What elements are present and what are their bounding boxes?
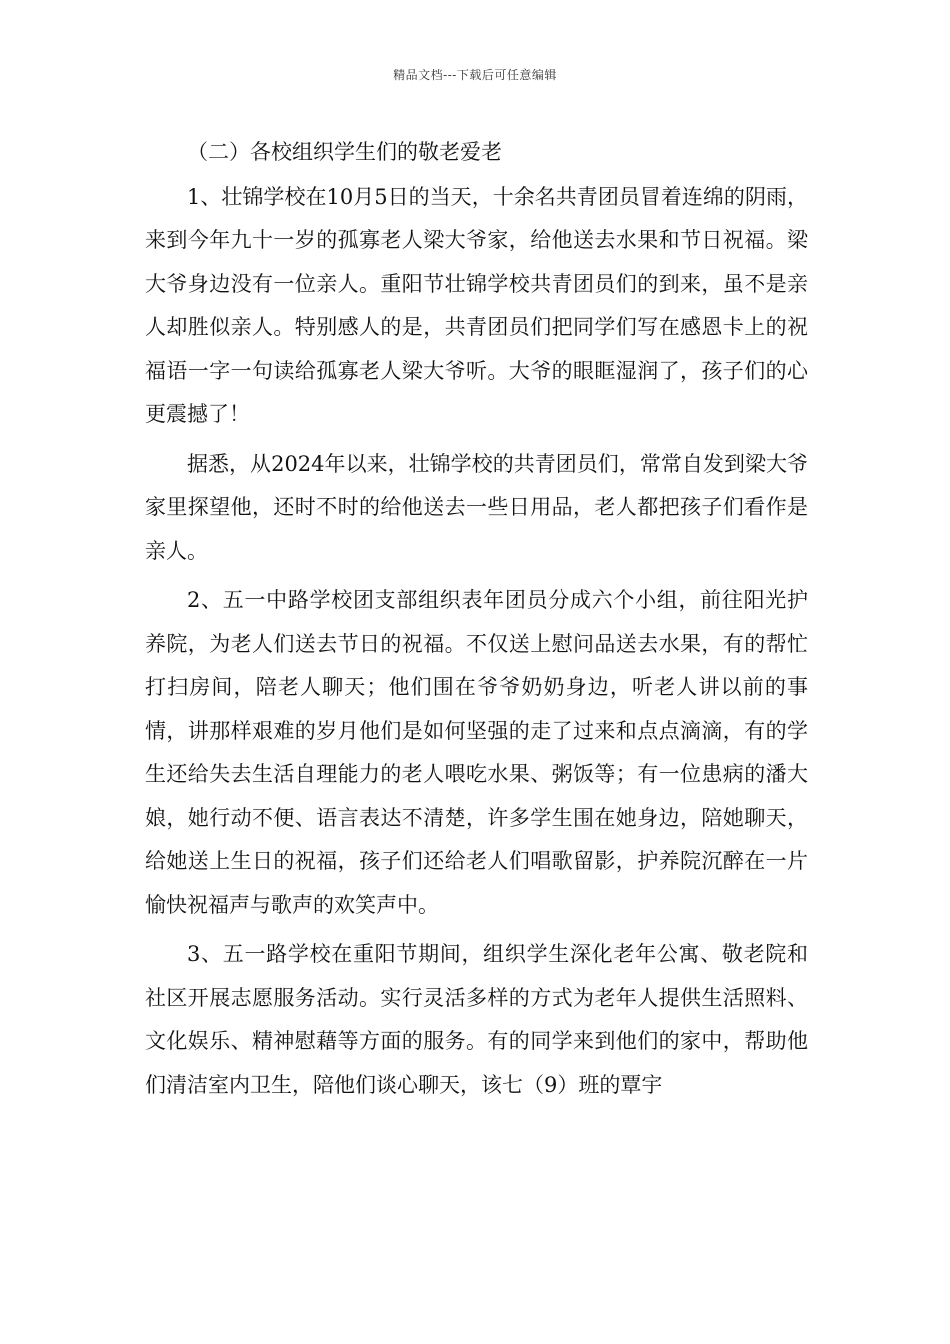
paragraph-3: 2、五一中路学校团支部组织表年团员分成六个小组，前往阳光护养院，为老人们送去节日的祝福。不仅送上慰问品送去水果，有的帮忙打扫房间，陪老人聊天；他们围在爷爷奶奶身边，听老人讲以前的事情，讲那样艰难的岁月他们是如何坚强的走了过来和点点滴滴，有的学生还给失去生活自理能力的老人喂吃水果、粥饭等；有一位患病的潘大娘，她行动不便、语言表达不清楚，许多学生围在她身边，陪她聊天，给她送上生日的祝福，孩子们还给老人们唱歌留影，护养院沉醉在一片愉快祝福声与歌声的欢笑声中。: [145, 588, 808, 917]
paragraph-2: 据悉，从2024年以来，壮锦学校的共青团员们，常常自发到梁大爷家里探望他，还时不时的给他送去一些日用品，老人都把孩子们看作是亲人。: [145, 451, 808, 563]
paragraph-4: 3、五一路学校在重阳节期间，组织学生深化老年公寓、敬老院和社区开展志愿服务活动。实行灵活多样的方式为老年人提供生活照料、文化娱乐、精神慰藉等方面的服务。有的同学来到他们的家中，帮助他们清洁室内卫生，陪他们谈心聊天，该七（9）班的覃宇: [145, 942, 808, 1097]
section-heading: （二）各校组织学生们的敬老爱老: [187, 140, 502, 164]
page-header: 精品文档---下载后可任意编辑: [393, 68, 557, 82]
paragraph-1: 1、壮锦学校在10月5日的当天，十余名共青团员冒着连绵的阴雨，来到今年九十一岁的孤寡老人梁大爷家，给他送去水果和节日祝福。梁大爷身边没有一位亲人。重阳节壮锦学校共青团员们的到来，虽不是亲人却胜似亲人。特别感人的是，共青团员们把同学们写在感恩卡上的祝福语一字一句读给孤寡老人梁大爷听。大爷的眼眶湿润了，孩子们的心更震撼了！: [145, 184, 808, 426]
document-body: [145, 131, 808, 1107]
